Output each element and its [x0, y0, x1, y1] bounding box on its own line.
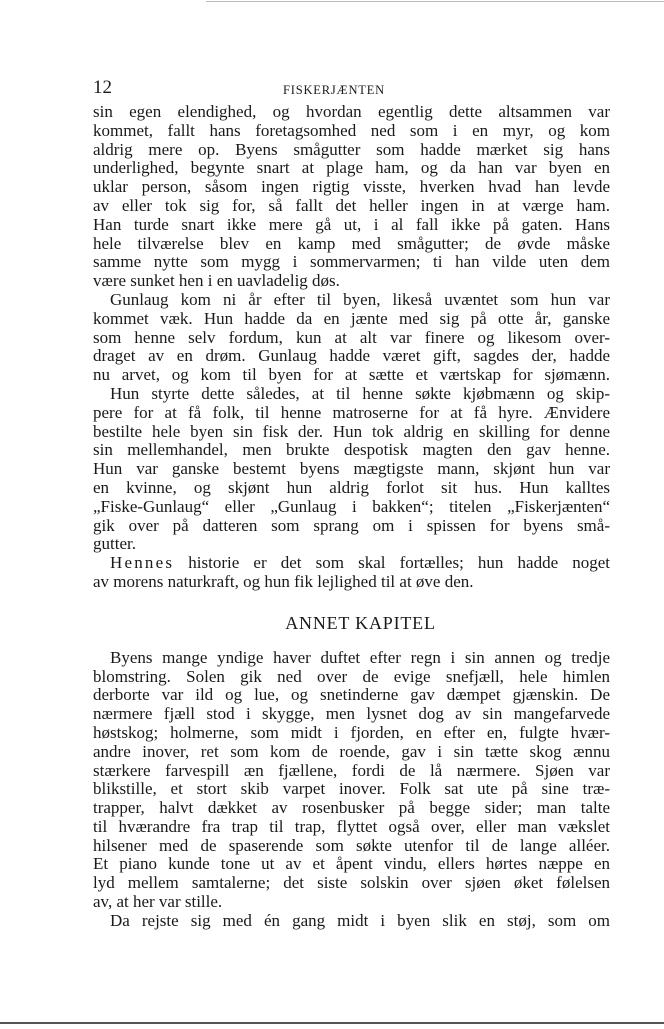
- paragraph: [93, 291, 610, 385]
- top-edge-rule: [206, 1, 664, 2]
- text-line: blikstille, et stort skib varpet inover. Folk sat ute på sine træ-: [93, 779, 610, 799]
- text-line: være sunket hen i en uavladelig døs.: [93, 271, 340, 291]
- text-line: kommet, fallt hans foretagsomhed ned som i en myr, og kom: [93, 120, 610, 140]
- text-line: blomstring. Solen gik ned over de evige snefjæll, hele himlen: [93, 666, 610, 686]
- text-line: kommet væk. Hun hadde da en jænte med sig på otte år, ganske: [93, 308, 610, 328]
- text-line: en kvinne, og skjønt hun aldrig forlot sit hus. Hun kalltes: [93, 477, 610, 497]
- text-line: pere for at få folk, til henne matroserne for at få hyre. Ænvidere: [93, 402, 610, 422]
- text-line: Hun var ganske bestemt byens mægtigste mann, skjønt hun var: [93, 459, 610, 479]
- text-line: nu arvet, og kom til byen for at sætte et værtskap for sjømænn.: [93, 365, 610, 385]
- text-line: andre inover, ret som kom de roende, gav i sin tætte skog ænnu: [93, 741, 610, 761]
- text-line: gutter.: [93, 534, 136, 554]
- text-line: lyd mellem samtalerne; det siste solskin over sjøen øket følelsen: [93, 873, 610, 893]
- text-line: gik over på datteren som sprang om i spissen for byens små-: [93, 515, 610, 535]
- running-head: FISKERJÆNTEN: [283, 83, 385, 97]
- paragraph: [93, 103, 610, 291]
- text-line: stærkere farvespill æn fjællene, fordi de lå nærmere. Sjøen var: [93, 760, 610, 780]
- text-line: derborte var ild og lue, og snetinderne gav dæmpet gjænskin. De: [93, 685, 610, 705]
- paragraph: [93, 554, 610, 592]
- text-line: nærmere fjæll stod i skygge, men lysnet dog av sin mangefarvede: [93, 704, 610, 724]
- text-line: høstskog; holmerne, som midt i fjorden, en efter en, fulgte hvær-: [93, 722, 610, 742]
- text-span: historie er det som skal fortælles; hun hadde noget: [174, 553, 610, 573]
- text-line: sin mellemhandel, men brukte despotisk magten den gav henne.: [93, 440, 610, 460]
- text-line: Han turde snart ikke mere gå ut, i al fall ikke på gaten. Hans: [93, 214, 610, 234]
- body-text: [93, 103, 610, 931]
- text-line: av morens naturkraft, og hun fik lejlighed til at øve den.: [93, 571, 474, 591]
- page-number: 12: [93, 77, 112, 98]
- spaced-word: Hennes: [110, 553, 175, 573]
- text-line: sin egen elendighed, og hvordan egentlig dette altsammen var: [93, 102, 610, 121]
- text-line: hele tilværelse blev en kamp med smågutter; de øvde måske: [93, 233, 610, 253]
- text-line: hilsener med de spaserende som søkte utenfor til de lange alléer.: [93, 835, 610, 855]
- text-line: Et piano kunde tone ut av et åpent vindu, ellers hørtes næppe en: [93, 854, 610, 874]
- text-line: Da rejste sig med én gang midt i byen slik en støj, som om: [110, 910, 610, 930]
- text-line: Hun styrte dette således, at til henne søkte kjøbmænn og skip-: [110, 383, 610, 403]
- text-line: draget av en drøm. Gunlaug hadde været gift, sagdes der, hadde: [93, 346, 610, 366]
- text-line: [93, 554, 610, 573]
- text-line: „Fiske-Gunlaug“ eller „Gunlaug i bakken“; titelen „Fiskerjænten“: [93, 496, 610, 516]
- text-line: av, at her var stille.: [93, 892, 223, 912]
- text-line: samme nytte som mygg i sommervarmen; ti han vilde uten dem: [93, 252, 610, 272]
- text-line: Byens mange yndige haver duftet efter regn i sin annen og tredje: [110, 647, 610, 667]
- text-line: trapper, halvt dækket av rosenbusker på begge sider; man talte: [93, 798, 610, 818]
- paragraph: [93, 649, 610, 912]
- paragraph: [93, 912, 610, 931]
- bottom-edge-rule: [0, 1022, 664, 1024]
- text-line: bestilte hele byen sin fisk der. Hun tok aldrig en skilling for denne: [93, 421, 610, 441]
- text-line: til hværandre fra trap til trap, flyttet også over, eller man vækslet: [93, 816, 610, 836]
- text-line: som henne selv fordum, kun at alt var finere og likesom over-: [93, 327, 610, 347]
- text-line: uklar person, såsom ingen rigtig visste, hverken hvad han levde: [93, 177, 610, 197]
- chapter-title: ANNET KAPITEL: [285, 612, 436, 633]
- text-line: aldrig mere op. Byens smågutter som hadde mærket sig hans: [93, 139, 610, 159]
- paragraph: [93, 385, 610, 554]
- text-line: underlighed, begynte snart at plage ham, og da han var byen en: [93, 158, 610, 178]
- text-line: av eller tok sig for, så fallt det heller ingen in at værge ham.: [93, 195, 610, 215]
- text-line: Gunlaug kom ni år efter til byen, likeså uvæntet som hun var: [110, 289, 610, 309]
